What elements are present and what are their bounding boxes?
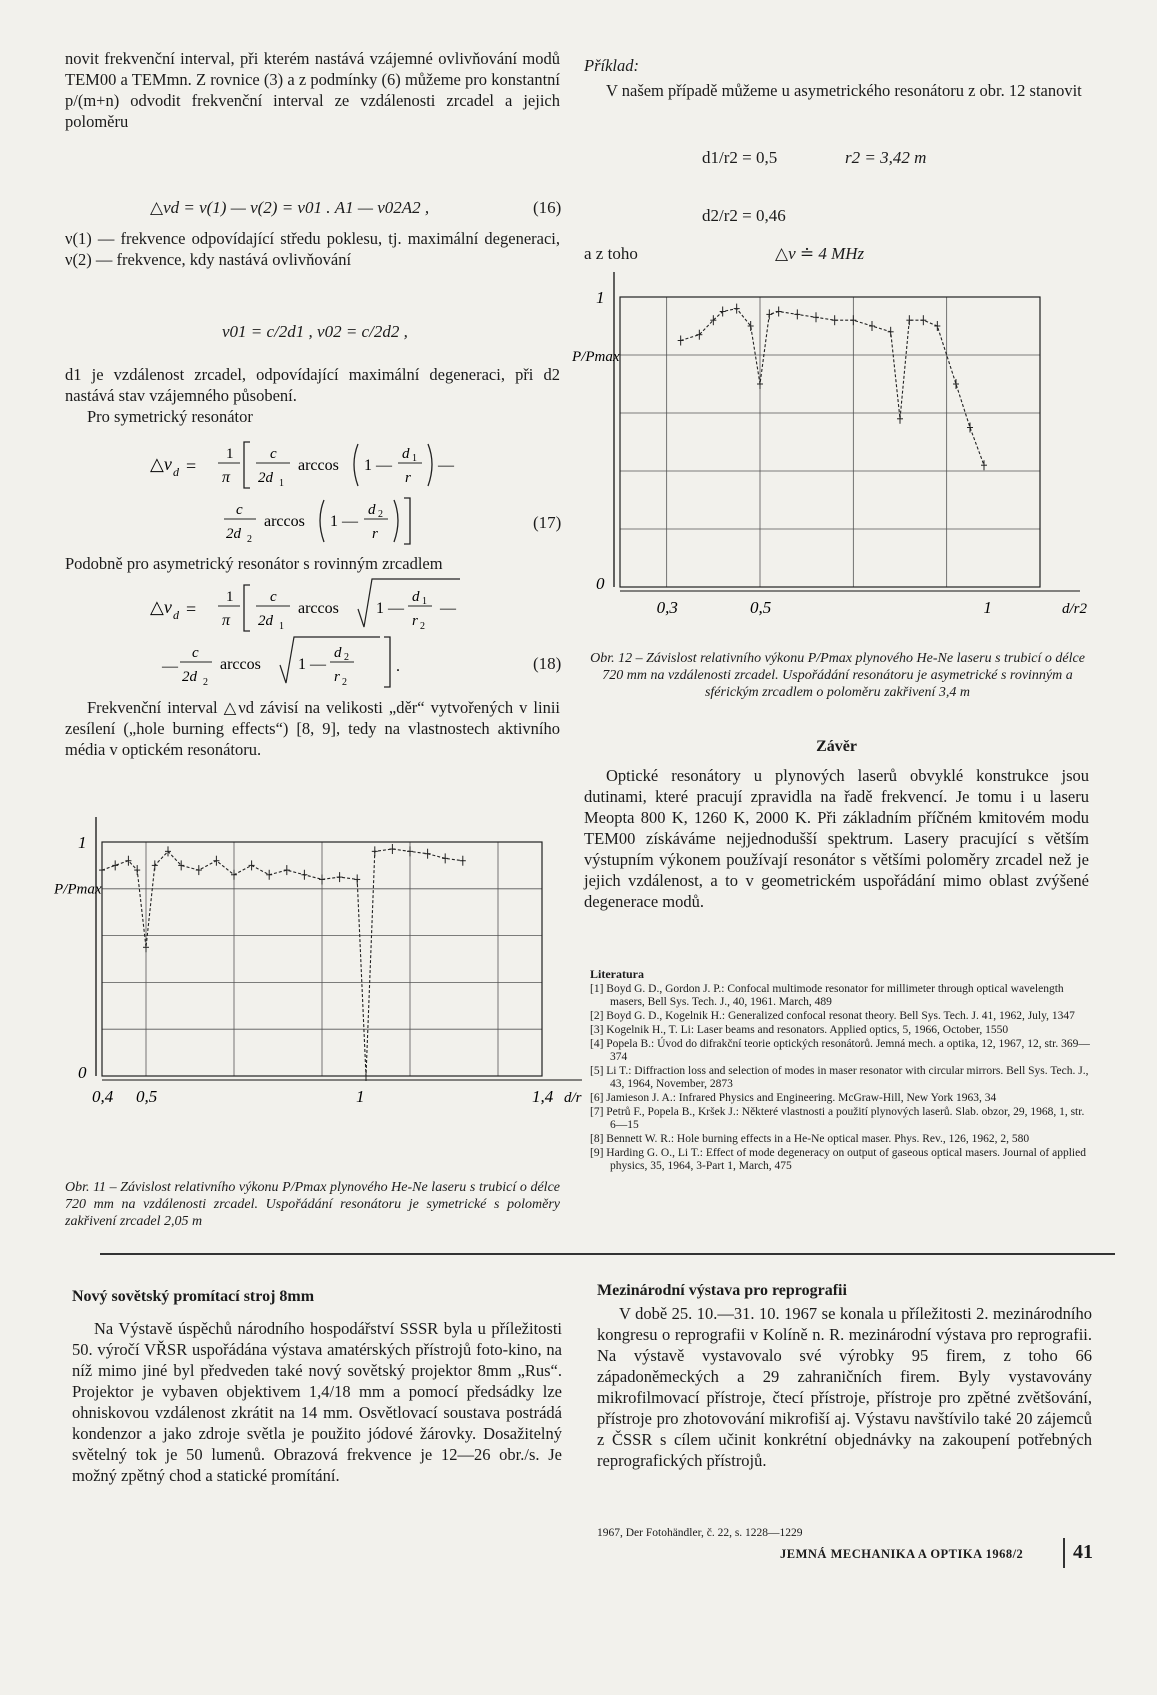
x-tick-label: 1,4 (532, 1087, 554, 1106)
y-tick-label: 1 (78, 833, 87, 852)
svg-text:2: 2 (247, 534, 252, 545)
x-tick-label: 1 (356, 1087, 365, 1106)
footer-journal: JEMNÁ MECHANIKA A OPTIKA 1968/2 (780, 1547, 1024, 1561)
para-d1: d1 je vzdálenost zrcadel, odpovídající maximální degeneraci, při d2 nastává stav vzájemného působení. (65, 365, 560, 405)
equation-17-number: (17) (533, 513, 562, 532)
svg-text:1 —: 1 — (298, 656, 326, 673)
svg-text:1 —: 1 — (376, 600, 404, 617)
references-heading: Literatura (590, 967, 644, 981)
svg-text:c: c (236, 502, 243, 518)
reference-item: [2] Boyd G. D., Kogelnik H.: Generalized confocal resonat theory. Bell Sys. Tech. J. 41, 1962, July, 1347 (590, 1010, 1075, 1022)
svg-text:1: 1 (279, 478, 284, 489)
figure-12-caption: Obr. 12 – Závislost relativního výkonu P/Pmax plynového He-Ne laseru s trubicí o délce 720 mm na vzdálenosti zrcadel. Uspořádání resonátoru je asymetrické s rovinným a sférickým zrcadlem o poloměru zakřivení 3,4 m (590, 651, 1085, 700)
svg-text:arccos: arccos (298, 457, 339, 474)
reference-item: [1] Boyd G. D., Gordon J. P.: Confocal multimode resonator for millimeter through optical wavelength masers, Bell Sys. Tech. J., 40, 1961. March, 489 (590, 983, 1064, 1008)
figure-11-chart (54, 812, 582, 1152)
svg-text:2: 2 (420, 621, 425, 632)
reference-item: [8] Bennett W. R.: Hole burning effects in a He-Ne optical maser. Phys. Rev., 126, 1962, 2, 580 (590, 1133, 1030, 1145)
and-from: a z toho (584, 244, 638, 263)
para-hole-burning: Frekvenční interval △νd závisí na velikosti „děr“ vytvořených v linii zesílení („hole burning effects“) [8, 9], tedy na vlastnostech aktivního média v optickém resonátoru. (65, 698, 560, 759)
svg-text:2: 2 (203, 677, 208, 688)
ratio-d2-r2: d2/r2 = 0,46 (702, 206, 786, 225)
r2-value: r2 = 3,42 m (845, 148, 927, 167)
y-tick-label: 1 (596, 288, 605, 307)
right-column (584, 55, 1089, 101)
y-axis-label: P/Pmax (572, 348, 620, 365)
svg-text:r: r (334, 669, 340, 685)
svg-text:=: = (186, 599, 197, 619)
equation-18-graphic (140, 575, 560, 695)
svg-text:=: = (186, 456, 197, 476)
svg-text:△ν: △ν (150, 454, 172, 474)
projector-heading: Nový sovětský promítací stroj 8mm (72, 1288, 315, 1305)
x-tick-label: 0,3 (656, 598, 678, 617)
svg-text:.: . (396, 658, 400, 675)
reprography-text: V době 25. 10.—31. 10. 1967 se konala u příležitosti 2. mezinárodního kongresu o reprografii v Kolíně n. R. mezinárodní výstava pro reprografii. Na výstavě vystavovalo své výrobky 95 firem, z toho 66 západoněmeckých a 29 zahraničních firem. Byly vystavovány mikrofilmovací přístroje, čtecí přístroje, přístroje pro zpětné zvětšování, přístroje pro zhotovování mikrofiší aj. Výstavu navštívilo také 20 zájemců z ČSSR s cílem učinit konkrétní objednávky na zakoupení potřebných reprografických přístrojů. (597, 1304, 1092, 1470)
data-series-line (681, 309, 984, 466)
reference-item: [7] Petrů F., Popela B., Kršek J.: Některé vlastnosti a použití plynových laserů. Slab. obzor, 29, 1968, 1, str. 6—15 (590, 1106, 1085, 1131)
reference-item: [4] Popela B.: Úvod do difrakční teorie optických resonátorů. Jemná mech. a optika, 12, 1967, 12, str. 369—374 (590, 1038, 1090, 1063)
conclusion-text: Optické resonátory u plynových laserů obvyklé konstrukce jsou dutinami, které pracují zpravidla na řadě frekvencí. Je tomu i u laseru Meopta 800 K, 1260 K, 2000 K. Při základním příčném kmitovém modu TEM00 získáváme nejjednodušší spektrum. Lasery pracující s větším výstupním výkonem používají resonátor s většími poloměry zrcadel než je jejich vzdálenost, a to v geometrickém uspořádání mimo oblast zvýšené degenerace modů. (584, 766, 1089, 911)
svg-text:1: 1 (226, 589, 234, 605)
para-asymmetric: Podobně pro asymetrický resonátor s rovinným zrcadlem (65, 554, 443, 573)
svg-text:2: 2 (378, 509, 383, 520)
ratio-d1-r2: d1/r2 = 0,5 (702, 148, 778, 167)
svg-text:2: 2 (342, 677, 347, 688)
left-column-2 (65, 228, 560, 270)
reference-item: [6] Jamieson J. A.: Infrared Physics and Engineering. McGraw-Hill, New York 1963, 34 (590, 1092, 997, 1104)
svg-text:arccos: arccos (220, 656, 261, 673)
svg-text:—: — (438, 457, 454, 474)
left-column-3 (65, 364, 560, 427)
references (590, 968, 1090, 1174)
y-tick-label: 0 (78, 1063, 87, 1082)
svg-text:c: c (270, 446, 277, 462)
left-column (65, 48, 560, 132)
svg-text:1: 1 (226, 446, 234, 462)
footer-divider (1063, 1538, 1065, 1568)
svg-text:d: d (402, 446, 410, 462)
left-column-5 (65, 697, 560, 760)
y-axis-label: P/Pmax (54, 881, 102, 898)
reference-item: [3] Kogelnik H., T. Li: Laser beams and resonators. Applied optics, 5, 1966, October, 1550 (590, 1024, 1009, 1036)
svg-text:π: π (222, 612, 231, 629)
svg-text:d: d (173, 465, 179, 479)
result-delta-nu: △ν ≐ 4 MHz (775, 244, 865, 263)
page-number: 41 (1073, 1541, 1093, 1563)
svg-text:2d: 2d (182, 669, 197, 685)
projector-text: Na Výstavě úspěchů národního hospodářství SSSR byla u příležitosti 50. výročí VŘSR uspořádána výstava amatérských přístrojů foto-kino, na níž mimo jiné byl předveden také nový sovětský projektor 8mm „Rus“. Projektor je vybaven objektivem 1,4/18 mm a pomocí předsádky lze ohniskovou vzdálenost zkrátit na 14 mm. Osvětlovací soustava postrádá kondenzor a jako zdroje světla je použito jódové žárovky. Dosažitelný světelný tok je 50 lumenů. Obrazová frekvence je 12—26 obr./s. Je možný zpětný chod a statické promítání. (72, 1319, 562, 1485)
conclusion-block (584, 765, 1089, 912)
svg-text:2: 2 (344, 652, 349, 663)
svg-text:2d: 2d (258, 470, 273, 486)
equation-18-number: (18) (533, 654, 562, 673)
section-divider (100, 1253, 1115, 1255)
svg-text:1 —: 1 — (364, 457, 392, 474)
equation-nu: ν01 = c/2d1 , ν02 = c/2d2 , (222, 322, 408, 341)
svg-text:d: d (368, 502, 376, 518)
x-tick-label: 0,5 (750, 598, 772, 617)
para-nu-def: ν(1) — frekvence odpovídající středu poklesu, tj. maximální degeneraci, ν(2) — frekvence, kdy nastává ovlivňování (65, 229, 560, 269)
svg-text:π: π (222, 469, 231, 486)
equation-16: △νd = ν(1) — ν(2) = ν01 . A1 — ν02A2 , (150, 198, 430, 217)
svg-text:△ν: △ν (150, 597, 172, 617)
figure-12-chart (572, 272, 1095, 652)
svg-text:1: 1 (412, 453, 417, 464)
equation-16-number: (16) (533, 198, 562, 217)
reprography-source: 1967, Der Fotohändler, č. 22, s. 1228—1229 (597, 1527, 803, 1539)
svg-text:1 —: 1 — (330, 513, 358, 530)
example-text: V našem případě můžeme u asymetrického resonátoru z obr. 12 stanovit (606, 81, 1082, 100)
conclusion-heading: Závěr (816, 738, 857, 755)
svg-text:2d: 2d (226, 526, 241, 542)
x-tick-label: 0,4 (92, 1087, 114, 1106)
svg-text:c: c (270, 589, 277, 605)
figure-11-caption: Obr. 11 – Závislost relativního výkonu P/Pmax plynového He-Ne laseru s trubicí o délce 720 mm na vzdálenosti zrcadel. Uspořádání resonátoru je symetrické s poloměry zakřivení zrcadel 2,05 m (65, 1180, 560, 1229)
para-interval: novit frekvenční interval, při kterém nastává vzájemné ovlivňování modů TEM00 a TEMmn. Z rovnice (3) a z podmínky (6) můžeme pro konstantní p/(m+n) odvodit frekvenční interval ze vzdálenosti zrcadel a jejich poloměru (65, 49, 560, 131)
x-tick-label: 1 (983, 598, 992, 617)
svg-text:arccos: arccos (264, 513, 305, 530)
data-series-line (102, 849, 463, 1076)
reprography-article (597, 1303, 1092, 1471)
para-symmetric: Pro symetrický resonátor (87, 407, 253, 426)
y-tick-label: 0 (596, 574, 605, 593)
svg-text:d: d (412, 589, 420, 605)
svg-text:r: r (372, 526, 378, 542)
x-axis-label: d/r2 (1062, 601, 1088, 617)
svg-text:c: c (192, 645, 199, 661)
left-column-4 (65, 553, 560, 574)
x-tick-label: 0,5 (136, 1087, 158, 1106)
svg-text:r: r (412, 613, 418, 629)
svg-text:d: d (334, 645, 342, 661)
svg-text:d: d (173, 608, 179, 622)
svg-text:arccos: arccos (298, 600, 339, 617)
svg-text:2d: 2d (258, 613, 273, 629)
equation-17-graphic (140, 430, 560, 550)
reference-item: [5] Li T.: Diffraction loss and selection of modes in maser resonator with circular mirrors. Bell Sys. Tech. J., 43, 1964, November, 2873 (590, 1065, 1089, 1090)
reference-item: [9] Harding G. O., Li T.: Effect of mode degeneracy on output of gaseous optical masers. Journal of applied physics, 35, 1964, 3-Part 1, March, 475 (590, 1147, 1086, 1172)
reprography-heading: Mezinárodní výstava pro reprografii (597, 1282, 847, 1299)
svg-text:r: r (405, 470, 411, 486)
svg-text:1: 1 (279, 621, 284, 632)
x-axis-label: d/r (564, 1090, 582, 1106)
svg-text:1: 1 (422, 596, 427, 607)
svg-text:—: — (440, 600, 456, 617)
example-label: Příklad: (584, 56, 639, 75)
projector-article (72, 1318, 562, 1486)
svg-text:—: — (162, 658, 178, 675)
